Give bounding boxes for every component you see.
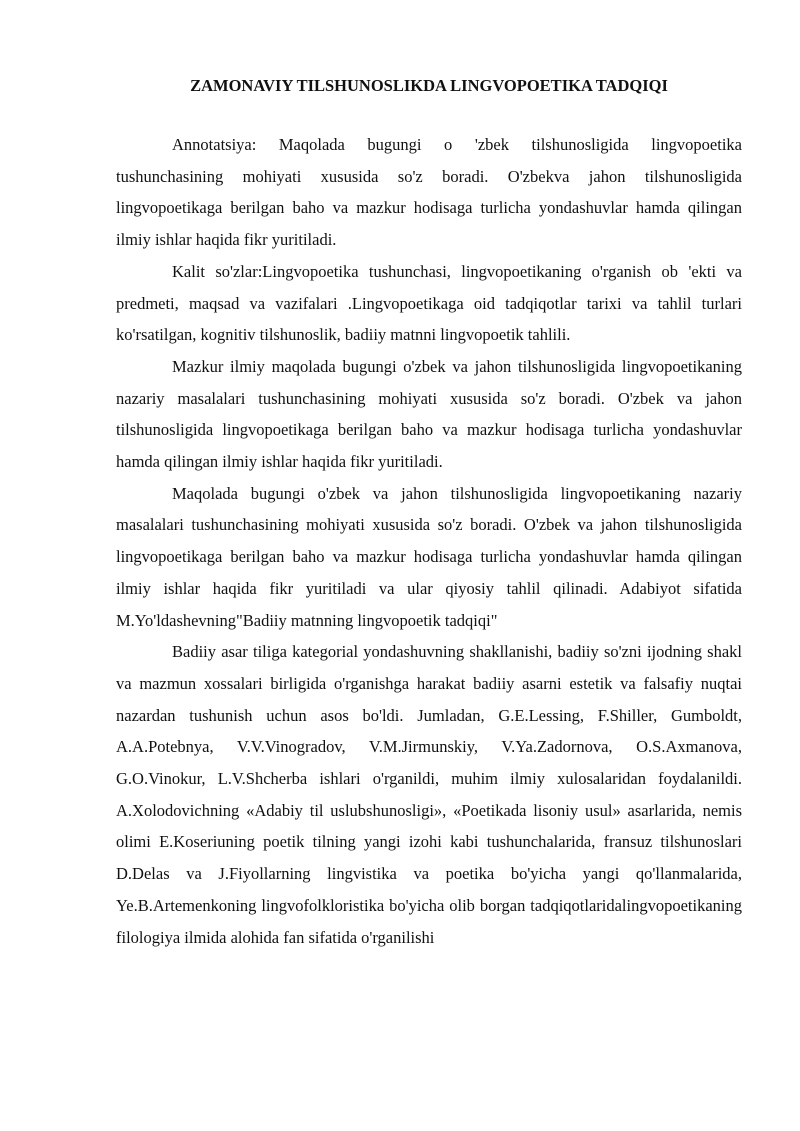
paragraph-intro: Mazkur ilmiy maqolada bugungi o'zbek va jahon tilshunosligida lingvopoetikaning nazariy masalalari tushunchasining mohiyati xususida so'z boradi. O'zbek va jahon tilshunosligida lingvopoetikaga berilgan baho va mazkur hodisaga turlicha yondashuvlar hamda qilingan ilmiy ishlar haqida fikr yuritiladi. (116, 356, 742, 472)
paragraph-article-summary: Maqolada bugungi o'zbek va jahon tilshunosligida lingvopoetikaning nazariy masalalari tushunchasining mohiyati xususida so'z boradi. O'zbek va jahon tilshunosligida lingvopoetikaga berilgan baho va mazkur hodisaga turlicha yondashuvlar hamda qilingan ilmiy ishlar haqida fikr yuritiladi va ular qiyosiy tahlil qilinadi. Adabiyot sifatida M.Yo'ldashevning"Badiiy matnning lingvopoetik tadqiqi" (116, 483, 742, 630)
paragraph-keywords: Kalit so'zlar:Lingvopoetika tushunchasi, lingvopoetikaning o'rganish ob 'ekti va predmeti, maqsad va vazifalari .Lingvopoetikaga oid tadqiqotlar tarixi va tahlil turlari ko'rsatilgan, kognitiv tilshunoslik, badiiy matnni lingvopoetik tahlili. (116, 261, 742, 345)
document-title: ZAMONAVIY TILSHUNOSLIKDA LINGVOPOETIKA TADQIQI (190, 76, 668, 95)
paragraph-annotation: Annotatsiya: Maqolada bugungi o 'zbek tilshunosligida lingvopoetika tushunchasining mohiyati xususida so'z boradi. O'zbekva jahon tilshunosligida lingvopoetikaga berilgan baho va mazkur hodisaga turlicha yondashuvlar hamda qilingan ilmiy ishlar haqida fikr yuritiladi. (116, 135, 742, 250)
document-page (116, 66, 742, 953)
paragraph-body: Badiiy asar tiliga kategorial yondashuvning shakllanishi, badiiy so'zni ijodning shakl va mazmun xossalari birligida o'rganishga harakat badiiy asarni estetik va falsafiy nuqtai nazardan tushunish uchun asos bo'ldi. Jumladan, G.E.Lessing, F.Shiller, Gumboldt, A.A.Potebnya, V.V.Vinogradov, V.M.Jirmunskiy, V.Ya.Zadornova, O.S.Axmanova, G.O.Vinokur, L.V.Shcherba ishlari o'rganildi, muhim ilmiy xulosalaridan foydalanildi. A.Xolodovichning «Adabiy til uslubshunosligi», «Poetikada lisoniy usul» asarlarida, nemis olimi E.Koseriuning poetik tilning yangi izohi kabi tushunchalarida, fransuz tilshunoslari D.Delas va J.Fiyollarning lingvistika va poetika bo'yicha yangi qo'llanmalarida, Ye.B.Artemenkoning lingvofolkloristika bo'yicha olib borgan tadqiqotlaridalingvopoetikaning filologiya ilmida alohida fan sifatida o'rganilishi (116, 642, 742, 947)
